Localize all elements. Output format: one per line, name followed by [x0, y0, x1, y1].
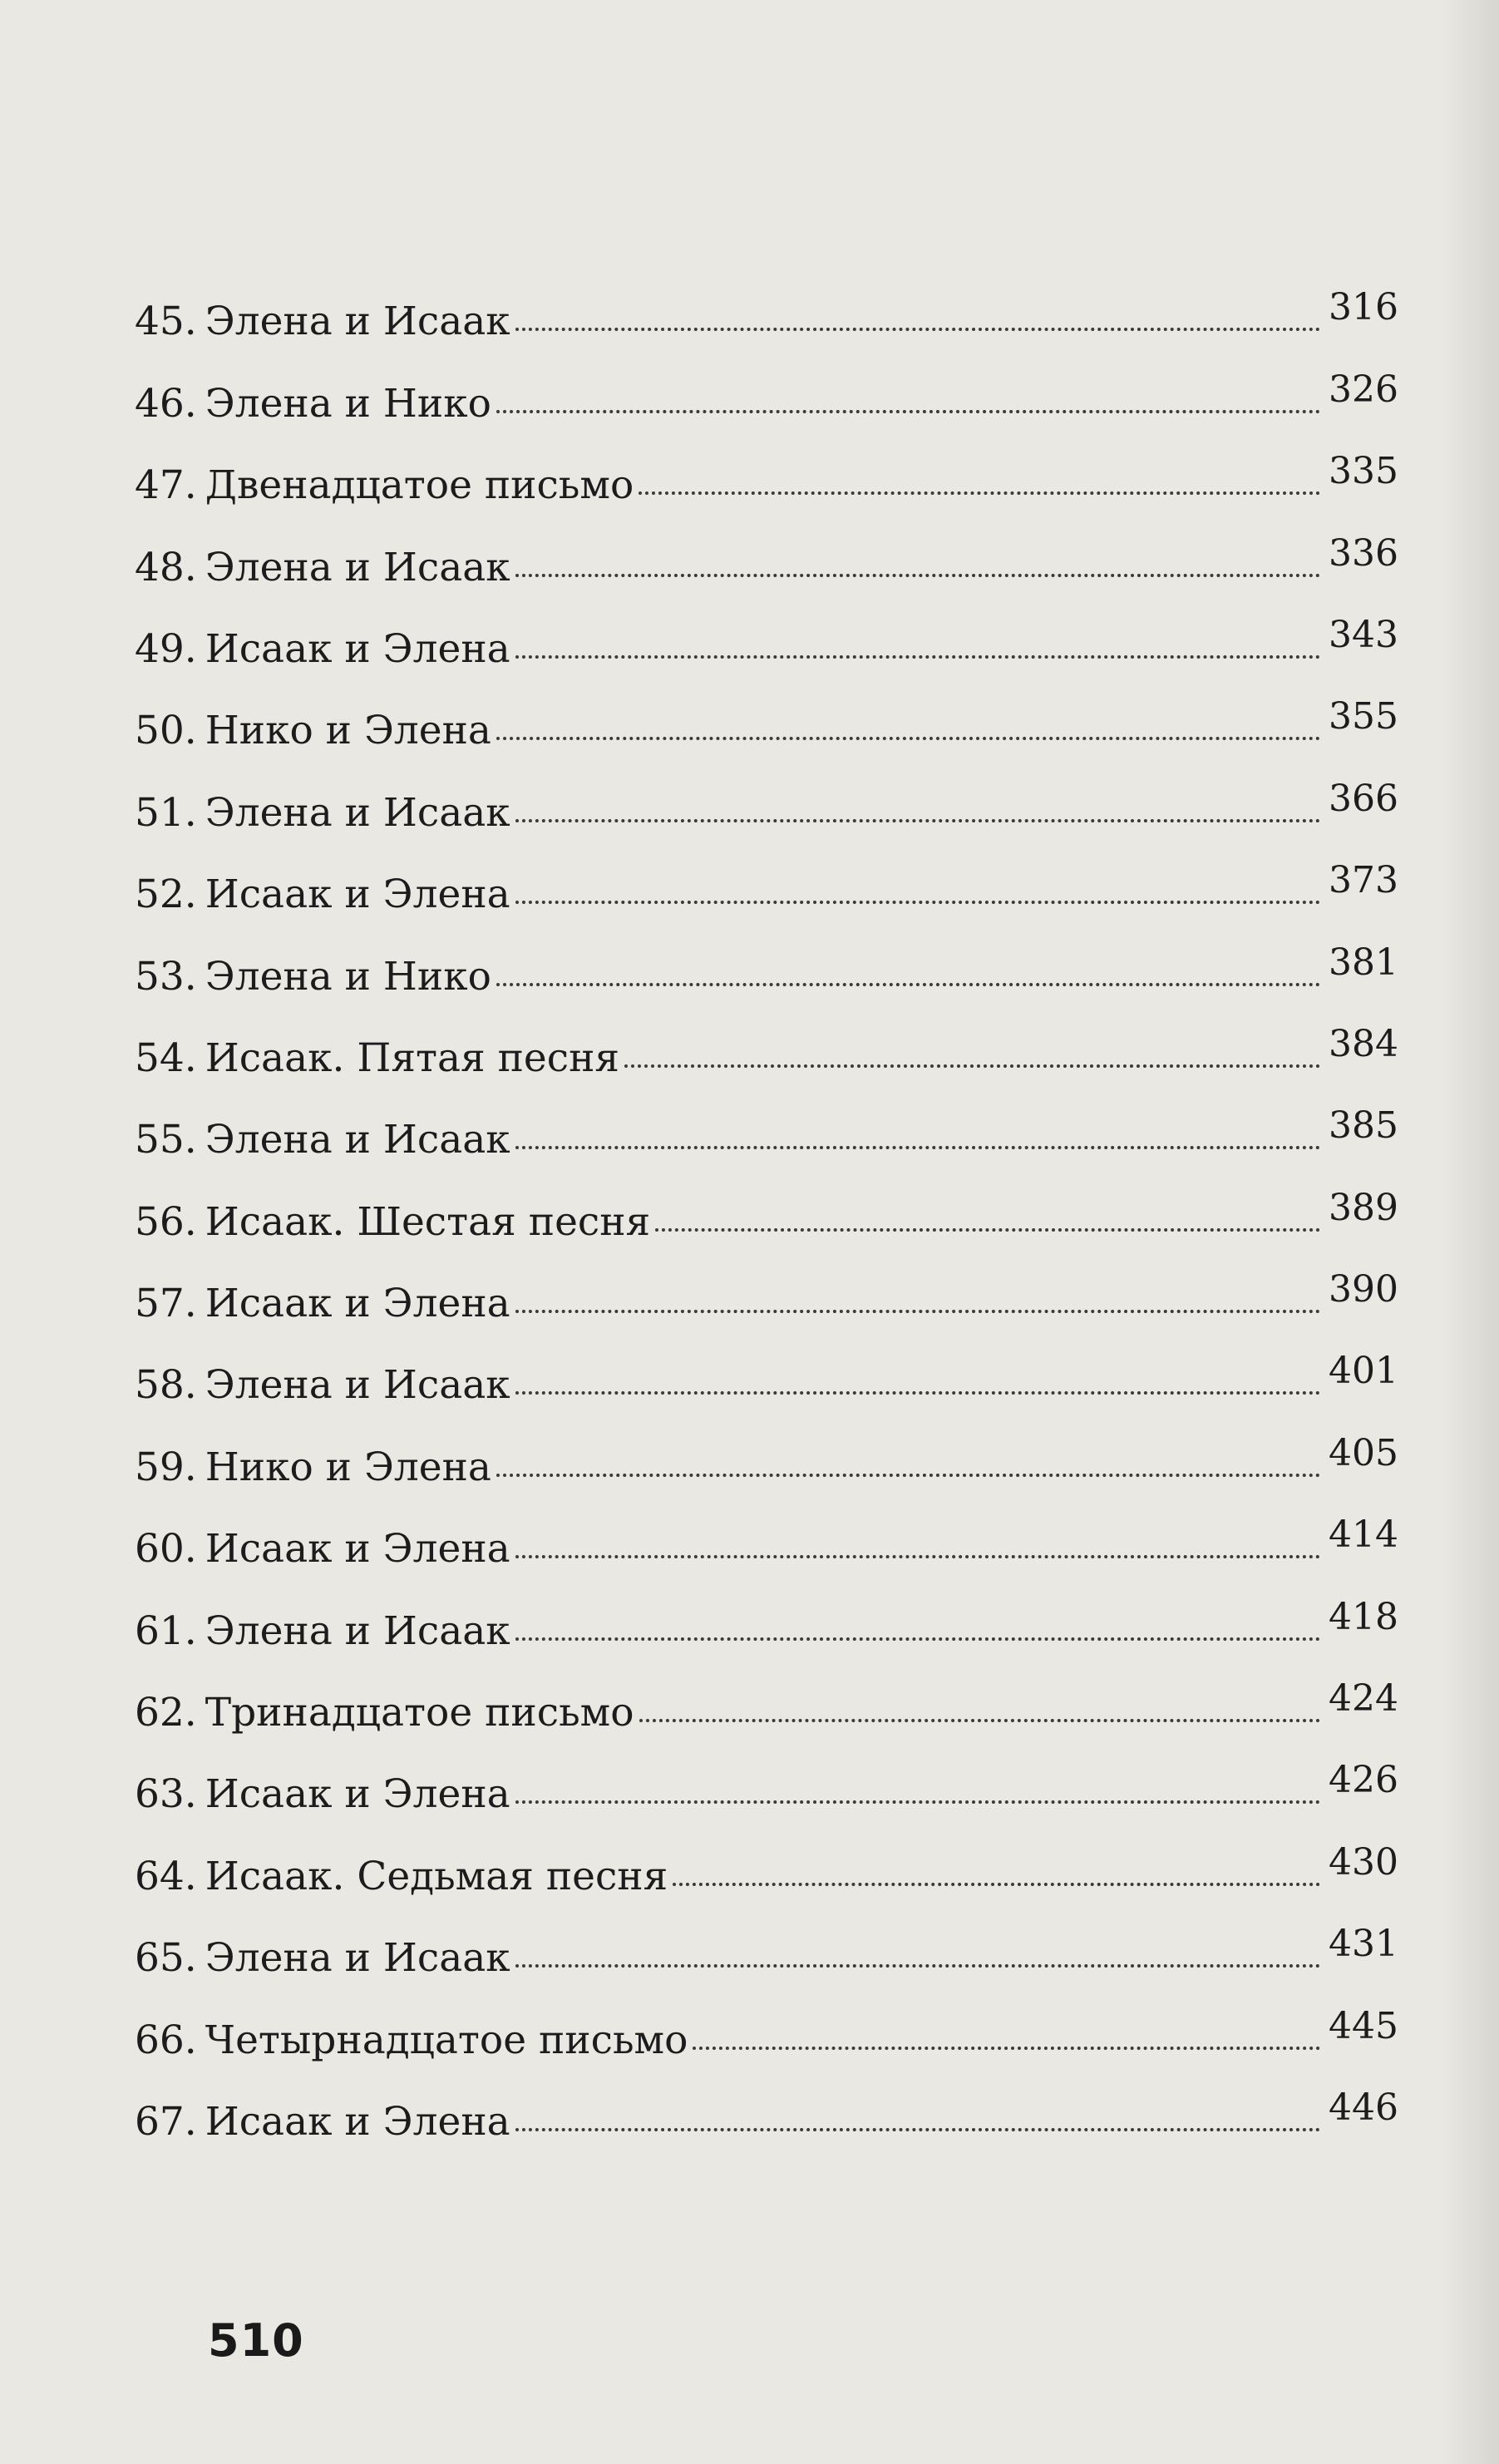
toc-entry-number: 52. — [135, 872, 197, 918]
toc-entry-page: 326 — [1329, 368, 1398, 411]
toc-entry-number: 67. — [135, 2098, 197, 2145]
toc-entry[interactable] — [135, 1732, 1398, 1818]
toc-entry-title: Элена и Нико — [205, 953, 491, 1000]
toc-entry-number: 60. — [135, 1526, 197, 1573]
toc-entry-number: 58. — [135, 1362, 197, 1409]
dot-leader — [515, 1637, 1320, 1641]
dot-leader — [515, 574, 1320, 577]
dot-leader — [673, 1883, 1320, 1886]
toc-entry-page: 381 — [1329, 941, 1398, 984]
dot-leader — [496, 410, 1320, 413]
toc-entry-title: Исаак. Шестая песня — [205, 1198, 651, 1245]
toc-entry-title: Элена и Исаак — [205, 544, 510, 590]
table-of-contents — [135, 259, 1398, 2145]
toc-entry-number: 51. — [135, 789, 197, 836]
toc-entry-title: Исаак и Элена — [205, 625, 510, 672]
toc-entry-title: Исаак и Элена — [205, 2098, 510, 2145]
toc-entry-title: Элена и Исаак — [205, 1362, 510, 1409]
toc-entry-title: Нико и Элена — [205, 1444, 491, 1490]
toc-entry[interactable] — [135, 750, 1398, 836]
toc-entry-number: 45. — [135, 299, 197, 345]
toc-entry-page: 390 — [1329, 1268, 1398, 1311]
toc-entry-page: 316 — [1329, 286, 1398, 329]
toc-entry[interactable] — [135, 1814, 1398, 1899]
toc-entry-page: 373 — [1329, 859, 1398, 902]
toc-entry[interactable] — [135, 341, 1398, 427]
toc-entry-number: 53. — [135, 953, 197, 1000]
toc-entry-number: 62. — [135, 1690, 197, 1736]
toc-entry-page: 336 — [1329, 531, 1398, 575]
dot-leader — [624, 1064, 1320, 1068]
toc-entry-title: Элена и Нико — [205, 380, 491, 427]
dot-leader — [496, 1474, 1320, 1477]
dot-leader — [496, 737, 1320, 740]
toc-entry-title: Четырнадцатое письмо — [205, 2017, 688, 2063]
toc-entry[interactable] — [135, 1651, 1398, 1736]
dot-leader — [639, 1719, 1320, 1722]
dot-leader — [515, 1146, 1320, 1149]
toc-entry-number: 50. — [135, 708, 197, 754]
dot-leader — [693, 2047, 1320, 2050]
toc-entry-title: Исаак и Элена — [205, 872, 510, 918]
toc-entry[interactable] — [135, 1159, 1398, 1245]
toc-entry[interactable] — [135, 1568, 1398, 1654]
toc-entry[interactable] — [135, 1487, 1398, 1573]
dot-leader — [515, 2128, 1320, 2131]
toc-entry-number: 48. — [135, 544, 197, 590]
toc-entry-page: 426 — [1329, 1759, 1398, 1802]
toc-entry[interactable] — [135, 832, 1398, 918]
toc-entry-page: 430 — [1329, 1840, 1398, 1884]
toc-entry-title: Двенадцатое письмо — [205, 462, 634, 509]
toc-entry-page: 355 — [1329, 695, 1398, 738]
dot-leader — [515, 1964, 1320, 1968]
dot-leader — [515, 1555, 1320, 1558]
toc-entry-page: 401 — [1329, 1350, 1398, 1393]
toc-entry-number: 61. — [135, 1607, 197, 1654]
dot-leader — [515, 901, 1320, 904]
dot-leader — [515, 1391, 1320, 1395]
page-edge-shadow — [1441, 0, 1499, 2464]
toc-entry[interactable] — [135, 669, 1398, 754]
toc-entry-page: 414 — [1329, 1513, 1398, 1557]
toc-entry-title: Исаак. Пятая песня — [205, 1034, 620, 1081]
toc-entry-number: 65. — [135, 1935, 197, 1982]
toc-entry[interactable] — [135, 1242, 1398, 1327]
toc-entry-page: 385 — [1329, 1104, 1398, 1148]
toc-entry-title: Элена и Исаак — [205, 789, 510, 836]
toc-entry-number: 64. — [135, 1853, 197, 1899]
toc-entry-title: Элена и Исаак — [205, 1607, 510, 1654]
toc-entry-page: 445 — [1329, 2004, 1398, 2047]
toc-entry[interactable] — [135, 1323, 1398, 1409]
toc-entry-page: 343 — [1329, 613, 1398, 656]
page-number: 510 — [208, 2314, 304, 2367]
toc-entry-number: 56. — [135, 1198, 197, 1245]
toc-entry-page: 431 — [1329, 1923, 1398, 1966]
toc-entry-number: 66. — [135, 2017, 197, 2063]
toc-entry[interactable] — [135, 1078, 1398, 1163]
dot-leader — [515, 328, 1320, 331]
toc-entry-page: 389 — [1329, 1186, 1398, 1229]
toc-entry-title: Тринадцатое письмо — [205, 1690, 634, 1736]
toc-entry-title: Элена и Исаак — [205, 1117, 510, 1163]
toc-entry[interactable] — [135, 914, 1398, 1000]
dot-leader — [515, 819, 1320, 822]
toc-entry-number: 57. — [135, 1281, 197, 1327]
toc-entry[interactable] — [135, 505, 1398, 590]
toc-entry-title: Элена и Исаак — [205, 1935, 510, 1982]
toc-entry[interactable] — [135, 259, 1398, 345]
dot-leader — [515, 1800, 1320, 1804]
toc-entry[interactable] — [135, 1896, 1398, 1982]
toc-entry-number: 49. — [135, 625, 197, 672]
toc-entry-title: Исаак и Элена — [205, 1771, 510, 1818]
toc-entry-number: 54. — [135, 1034, 197, 1081]
toc-entry-title: Исаак и Элена — [205, 1526, 510, 1573]
toc-entry-page: 424 — [1329, 1677, 1398, 1721]
toc-entry[interactable] — [135, 2060, 1398, 2145]
toc-entry[interactable] — [135, 1978, 1398, 2063]
toc-entry-number: 59. — [135, 1444, 197, 1490]
dot-leader — [496, 983, 1320, 986]
toc-entry-title: Исаак. Седьмая песня — [205, 1853, 668, 1899]
toc-entry-title: Исаак и Элена — [205, 1281, 510, 1327]
toc-entry-number: 63. — [135, 1771, 197, 1818]
toc-entry-page: 446 — [1329, 2086, 1398, 2129]
toc-entry-number: 47. — [135, 462, 197, 509]
toc-entry-title: Нико и Элена — [205, 708, 491, 754]
dot-leader — [515, 655, 1320, 659]
toc-entry-page: 384 — [1329, 1022, 1398, 1065]
toc-entry[interactable] — [135, 423, 1398, 509]
toc-entry-page: 418 — [1329, 1595, 1398, 1638]
toc-entry[interactable] — [135, 587, 1398, 672]
toc-entry-number: 55. — [135, 1117, 197, 1163]
toc-entry[interactable] — [135, 996, 1398, 1081]
toc-entry-page: 335 — [1329, 450, 1398, 493]
toc-entry-page: 405 — [1329, 1431, 1398, 1474]
dot-leader — [515, 1310, 1320, 1313]
toc-entry-page: 366 — [1329, 777, 1398, 820]
toc-entry-title: Элена и Исаак — [205, 299, 510, 345]
toc-entry-number: 46. — [135, 380, 197, 427]
dot-leader — [655, 1228, 1320, 1232]
toc-entry[interactable] — [135, 1405, 1398, 1490]
dot-leader — [639, 491, 1320, 495]
